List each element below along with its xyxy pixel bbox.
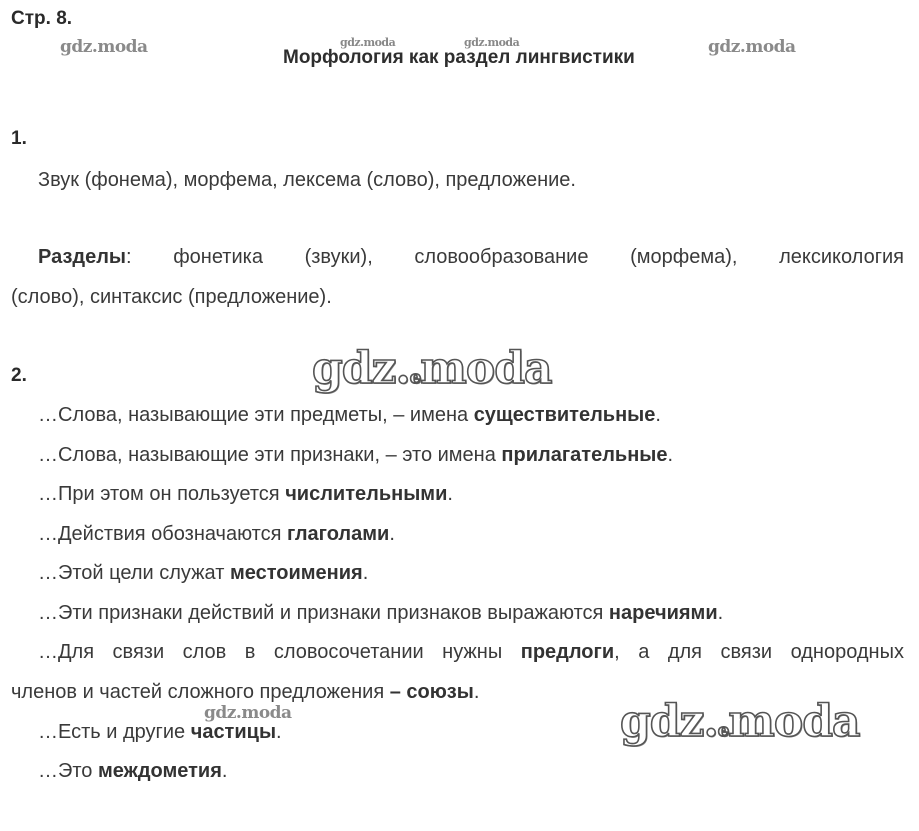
page-title: Морфология как раздел лингвистики [283,47,635,68]
answer-line: …Слова, называющие эти признаки, – это имена прилагательные. [38,444,674,466]
section-number: 1. [11,128,27,149]
paragraph: (слово), синтаксис (предложение). [11,286,332,308]
answer-line: членов и частей сложного предложения – союзы. [11,681,480,703]
watermark: gdz.moda [464,36,520,49]
answer-line: …Действия обозначаются глаголами. [38,523,395,545]
answer-line: …Этой цели служат местоимения. [38,562,369,584]
answer-line: …Это междометия. [38,760,228,782]
paragraph-text: фонетика (звуки), словообразование (морфема), лексикология [173,246,904,268]
answer-line: …Эти признаки действий и признаки признаков выражаются наречиями. [38,602,724,624]
watermark: gdz.moda [204,703,292,723]
paragraph: Звук (фонема), морфема, лексема (слово), предложение. [38,169,576,191]
watermark: gdz.moda [340,36,396,49]
answer-line: …Для связи слов в словосочетании нужны предлоги, а для связи однородных [38,641,904,663]
paragraph: Разделы: фонетика (звуки), словообразование (морфема), лексикология [38,246,904,268]
watermark: gdz.moda [708,37,796,57]
answer-line: …Есть и другие частицы. [38,721,282,743]
watermark-large: gdz.emoda [620,696,860,747]
section-number: 2. [11,365,27,386]
answer-line: …При этом он пользуется числительными. [38,483,453,505]
answer-line: …Слова, называющие эти предметы, – имена существительные. [38,404,661,426]
page-reference: Стр. 8. [11,8,73,29]
watermark-large: gdz.emoda [312,343,552,394]
watermark: gdz.moda [60,37,148,57]
term-label: Разделы [38,246,126,268]
